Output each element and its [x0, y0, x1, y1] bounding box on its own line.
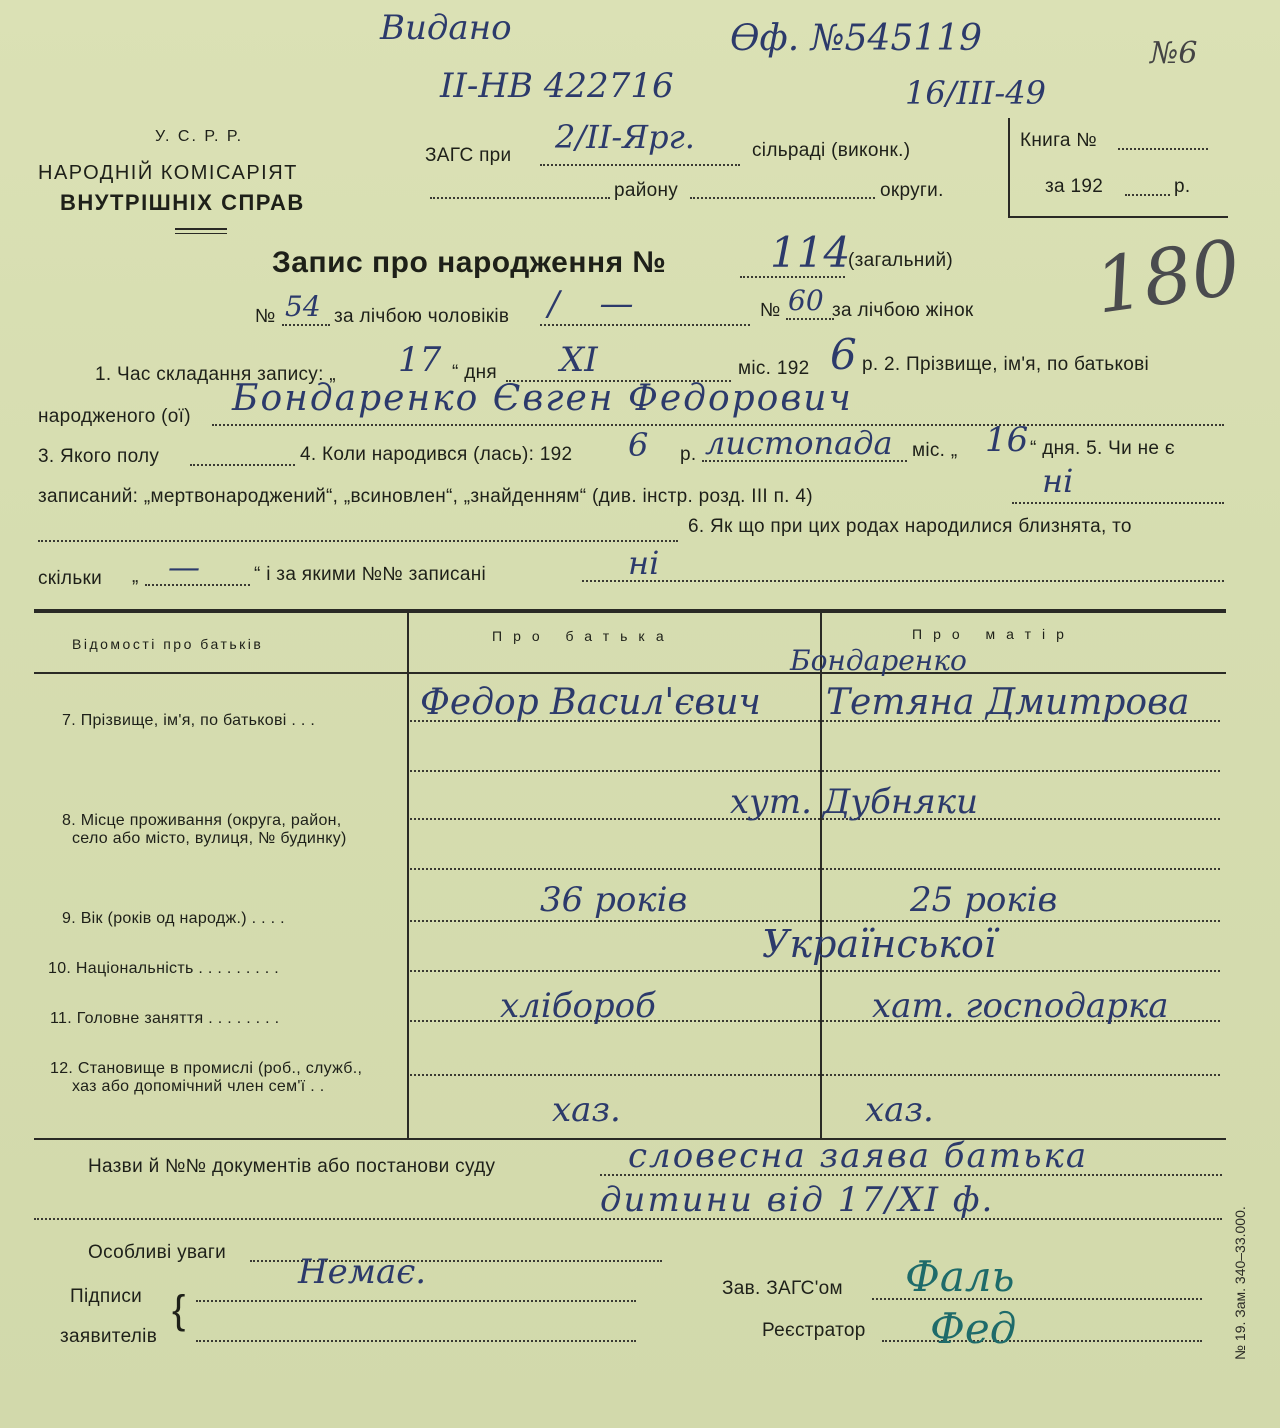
zags-value: 2/ІІ-Ярг. — [555, 118, 695, 156]
kniga-year-label: за 192 — [1045, 176, 1104, 197]
record-general-label: (загальний) — [848, 250, 954, 271]
handwritten-serial: ІІ-НВ 422716 — [440, 66, 674, 106]
table-col-info: Відомості про батьків — [72, 636, 264, 652]
male-extra-line — [540, 324, 750, 326]
table-line-10 — [410, 970, 1220, 972]
handwritten-issue-date: 16/ІІІ-49 — [905, 74, 1046, 112]
row1-label-d: р. 2. Прізвище, ім'я, по батькові — [862, 354, 1150, 375]
header-commissariat: НАРОДНІЙ КОМІСАРІЯТ — [38, 162, 298, 184]
table-row-12-label-b: хаз або допомічний член сем'ї . . — [72, 1078, 325, 1095]
applicant-signature-line-1 — [196, 1300, 636, 1302]
row5-line — [38, 540, 678, 542]
father-position: хаз. — [552, 1090, 621, 1130]
birth-month: листопада — [705, 424, 893, 462]
notes-value: Немає. — [298, 1252, 427, 1292]
print-info: № 19. Зам. 340–33.000. — [1232, 1206, 1248, 1360]
header-underline-2 — [175, 233, 227, 234]
female-count-label: за лічбою жінок — [832, 300, 974, 321]
table-row-10-label: 10. Національність . . . . . . . . . — [48, 960, 280, 977]
male-count-line — [282, 324, 330, 326]
table-row-9-label: 9. Вік (років од народж.) . . . . — [62, 910, 285, 927]
table-row-11-label: 11. Головне заняття . . . . . . . . — [50, 1010, 280, 1027]
father-occupation: хлібороб — [500, 986, 656, 1026]
table-divider-2 — [820, 612, 822, 1140]
twins-count-open-quote: „ — [132, 566, 139, 587]
notes-label: Особливі уваги — [88, 1242, 227, 1263]
applicant-signature-line-2 — [196, 1340, 636, 1342]
zags-line — [540, 164, 740, 166]
registrar-label: Реєстратор — [762, 1320, 866, 1341]
handwritten-corner-number: №6 — [1150, 36, 1198, 71]
table-divider-1 — [407, 612, 409, 1140]
row1-label-c: міс. 192 — [738, 358, 810, 379]
applicants-label: заявителів — [60, 1326, 158, 1347]
row5-label: 6. Як що при цих родах народилися близнята, то — [688, 516, 1132, 537]
row3-label-e: “ дня. 5. Чи не є — [1030, 438, 1175, 459]
stamp-number: 180 — [1089, 222, 1246, 331]
zags-head-signature: Фаль — [905, 1252, 1015, 1301]
stillborn-value: ні — [1042, 462, 1074, 500]
male-number-sign: № — [255, 306, 276, 327]
record-title: Запис про народження № — [272, 246, 667, 279]
male-count-extra: /— — [548, 284, 674, 324]
signatures-brace: { — [172, 1288, 186, 1332]
father-age: 36 років — [540, 880, 688, 920]
documents-value-1: словесна заява батька — [628, 1136, 1089, 1176]
sex-line — [190, 464, 295, 466]
twins-numbers-line — [582, 580, 1224, 582]
okrug-line — [690, 197, 875, 199]
birth-day: 16 — [985, 420, 1029, 460]
mother-name: Тетяна Дмитрова — [826, 682, 1190, 723]
child-name: Бондаренко Євген Федорович — [232, 378, 853, 419]
table-header-rule — [34, 672, 1226, 674]
kniga-year-line — [1125, 194, 1170, 196]
record-number: 114 — [770, 228, 851, 277]
header-ussr: У. С. Р. Р. — [155, 128, 244, 145]
raion-label: району — [614, 180, 679, 201]
signatures-label: Підписи — [70, 1286, 143, 1307]
mother-position: хаз. — [865, 1090, 934, 1130]
kniga-line — [1118, 148, 1208, 150]
kniga-label: Книга № — [1020, 130, 1098, 151]
zags-head-label: Зав. ЗАГС'ом — [722, 1278, 843, 1299]
stillborn-line — [1012, 502, 1224, 504]
row3-label-b: 4. Коли народився (лась): 192 — [300, 444, 573, 465]
documents-value-2: дитини від 17/ХІ ф. — [600, 1180, 995, 1220]
registrar-signature: Фед — [930, 1304, 1017, 1353]
female-count-value: 60 — [788, 284, 824, 317]
father-name: Федор Васил'євич — [420, 682, 761, 723]
okrug-label: округи. — [880, 180, 944, 201]
table-top-rule — [34, 609, 1226, 613]
row4-label: записаний: „мертвонароджений“, „всиновлен“, „знайденням“ (див. інстр. розд. ІІІ п. 4) — [38, 486, 813, 507]
table-line-12 — [410, 1074, 1220, 1076]
table-row-8-label-b: село або місто, вулиця, № будинку) — [72, 830, 347, 847]
birth-year: 6 — [628, 426, 649, 464]
row6-label-b: “ і за якими №№ записані — [254, 564, 487, 585]
female-count-line — [786, 318, 834, 320]
table-row-7-label: 7. Прізвище, ім'я, по батькові . . . — [62, 712, 316, 729]
male-count-value: 54 — [285, 290, 321, 323]
row2-label: народженого (ої) — [38, 406, 191, 427]
kniga-year-suffix: р. — [1174, 176, 1191, 197]
twins-numbers-value: ні — [628, 544, 660, 582]
raion-line — [430, 197, 610, 199]
twins-count-value: — — [168, 548, 200, 586]
zags-label: ЗАГС при — [425, 145, 512, 166]
male-count-label: за лічбою чоловіків — [334, 306, 510, 327]
handwritten-issued: Видано — [380, 8, 512, 48]
handwritten-reference: Ѳф. №545119 — [730, 18, 983, 59]
row3-label-d: міс. „ — [912, 440, 958, 461]
row1-label-a: 1. Час складання запису: „ — [95, 364, 336, 385]
header-underline — [175, 228, 227, 230]
kniga-box-bottom — [1008, 216, 1228, 218]
row1-label-b: “ дня — [452, 362, 497, 383]
kniga-box-left — [1008, 118, 1010, 218]
row3-label-a: 3. Якого полу — [38, 446, 160, 467]
row3-label-c: р. — [680, 444, 697, 465]
table-row-12-label-a: 12. Становище в промислі (роб., служб., — [50, 1060, 363, 1077]
record-year: 6 — [830, 330, 857, 379]
table-row-8-label-a: 8. Місце проживання (округа, район, — [62, 812, 342, 829]
table-line-7b — [410, 770, 1220, 772]
parents-surname: Бондаренко — [790, 644, 967, 677]
female-number-sign: № — [760, 300, 781, 321]
mother-occupation: хат. господарка — [872, 986, 1169, 1026]
table-line-8b — [410, 868, 1220, 870]
record-day: 17 — [398, 340, 442, 380]
documents-label: Назви й №№ документів або постанови суду — [88, 1156, 496, 1177]
table-col-mother: Про матір — [912, 626, 1075, 642]
residence-value: хут. Дубняки — [730, 782, 978, 822]
row6-label-a: скільки — [38, 568, 103, 589]
nationality-value: Української — [762, 922, 997, 966]
record-month: ХІ — [560, 340, 598, 380]
mother-age: 25 років — [910, 880, 1058, 920]
table-col-father: Про батька — [492, 628, 675, 644]
silradi-label: сільраді (виконк.) — [752, 140, 911, 161]
header-internal-affairs: ВНУТРІШНІХ СПРАВ — [60, 190, 305, 215]
